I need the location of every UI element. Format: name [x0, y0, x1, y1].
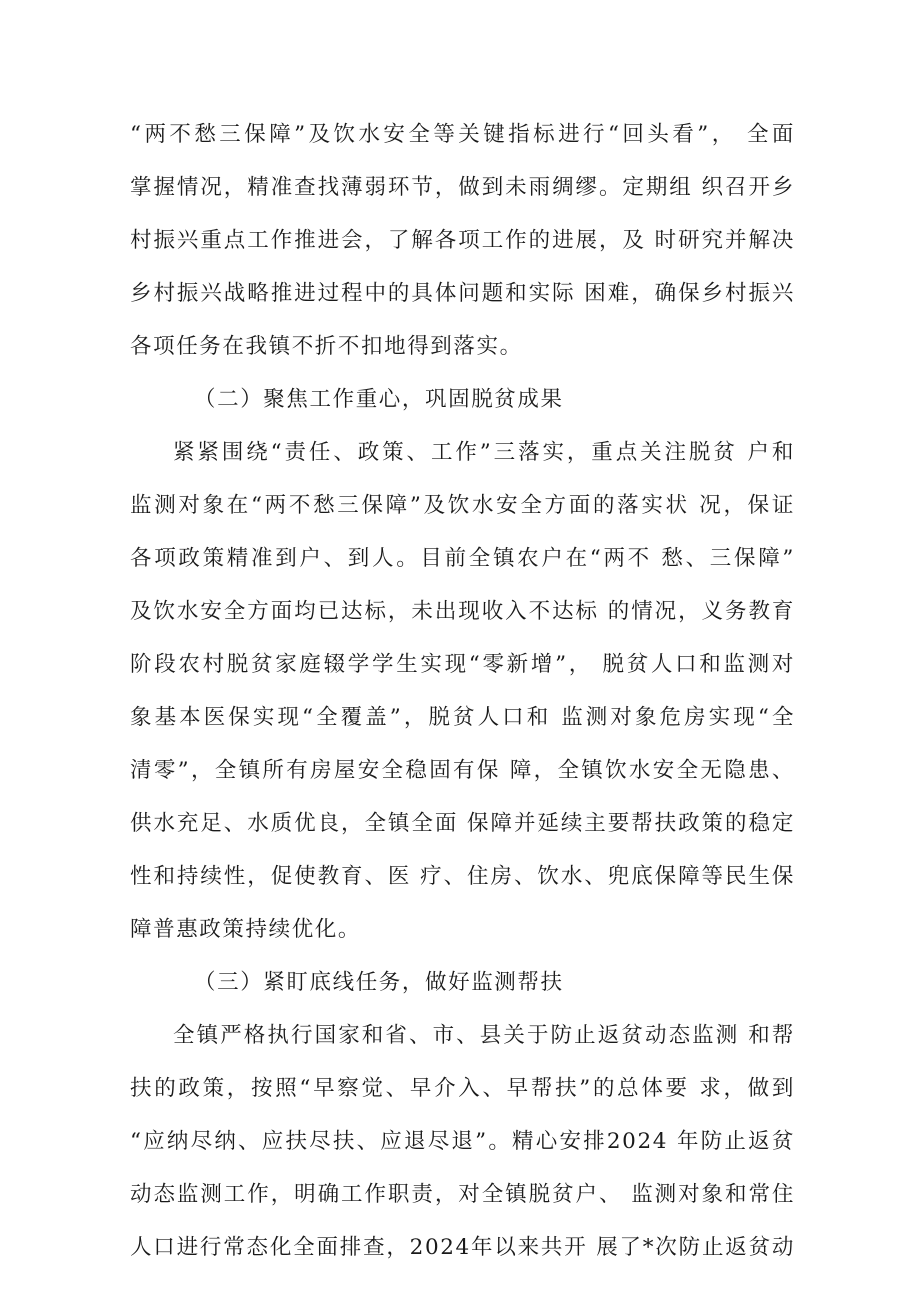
text-line: 紧紧围绕“责任、政策、工作”三落实，重点关注脱贫 户和 — [173, 440, 795, 465]
text-line: 供水充足、水质优良，全镇全面 保障并延续主要帮扶政策的稳定 — [130, 811, 795, 836]
text-line: 掌握情况，精准查找薄弱环节，做到未雨绸缪。定期组 织召开乡 — [130, 175, 795, 200]
text-line: 村振兴重点工作推进会，了解各项工作的进展，及 时研究并解决 — [130, 228, 795, 253]
paragraph-continuation — [130, 108, 795, 373]
text-line: 障普惠政策持续优化。 — [130, 917, 362, 942]
text-line: 各项政策精准到户、到人。目前全镇农户在“两不 愁、三保障” — [130, 546, 795, 571]
text-line: 清零”，全镇所有房屋安全稳固有保 障，全镇饮水安全无隐患、 — [130, 758, 795, 783]
document-body — [130, 108, 795, 1274]
paragraph-monitoring-assistance — [130, 1009, 795, 1274]
text-line: 性和持续性，促使教育、医 疗、住房、饮水、兜底保障等民生保 — [130, 864, 795, 889]
text-line: 监测对象在“两不愁三保障”及饮水安全方面的落实状 况，保证 — [130, 493, 795, 518]
section-heading-3: （三）紧盯底线任务，做好监测帮扶 — [194, 970, 564, 995]
text-line: 人口进行常态化全面排查，2024年以来共开 展了*次防止返贫动 — [130, 1235, 795, 1260]
text-line: 乡村振兴战略推进过程中的具体问题和实际 困难，确保乡村振兴 — [130, 281, 795, 306]
text-line: 各项任务在我镇不折不扣地得到落实。 — [130, 334, 523, 359]
text-line: 象基本医保实现“全覆盖”，脱贫人口和 监测对象危房实现“全 — [130, 705, 795, 730]
text-line: “应纳尽纳、应扶尽扶、应退尽退”。精心安排2024 年防止返贫 — [130, 1129, 795, 1154]
text-line: 扶的政策，按照“早察觉、早介入、早帮扶”的总体要 求，做到 — [130, 1076, 795, 1101]
text-line: “两不愁三保障”及饮水安全等关键指标进行“回头看”， 全面 — [130, 122, 795, 147]
text-line: 及饮水安全方面均已达标，未出现收入不达标 的情况，义务教育 — [130, 599, 795, 624]
section-heading-2: （二）聚焦工作重心，巩固脱贫成果 — [194, 387, 564, 412]
paragraph-consolidate-results — [130, 426, 795, 956]
text-line: 动态监测工作，明确工作职责，对全镇脱贫户、 监测对象和常住 — [130, 1182, 795, 1207]
text-line: 全镇严格执行国家和省、市、县关于防止返贫动态监测 和帮 — [173, 1023, 795, 1048]
text-line: 阶段农村脱贫家庭辍学学生实现“零新增”， 脱贫人口和监测对 — [130, 652, 795, 677]
